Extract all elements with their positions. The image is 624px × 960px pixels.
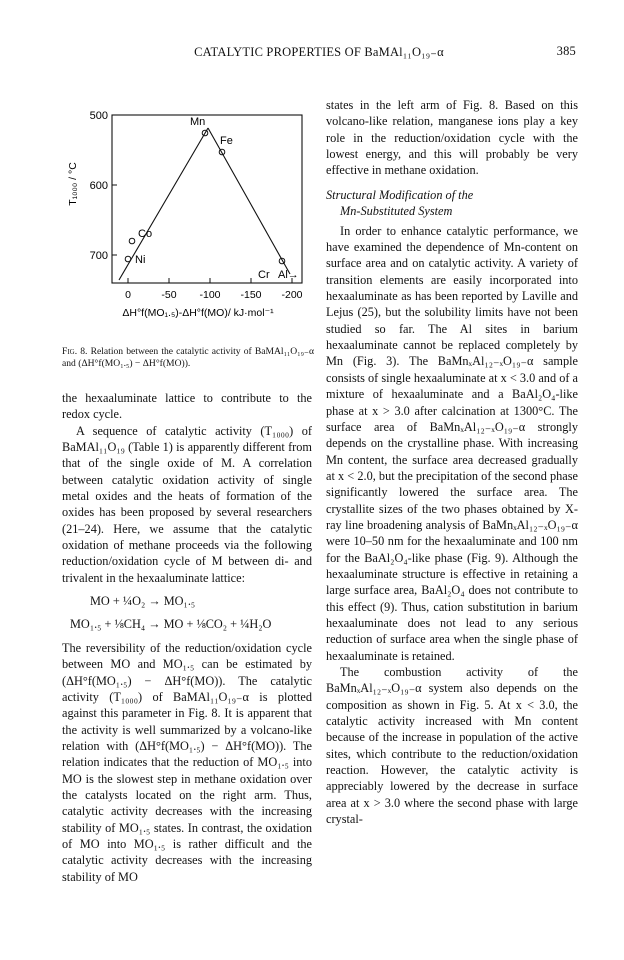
x-tick-label: -150 <box>240 289 262 301</box>
right-column <box>326 97 578 827</box>
page-number: 385 <box>556 44 576 58</box>
section-heading-line-2: Mn-Substituted System <box>340 203 453 218</box>
figure-8 <box>62 92 314 342</box>
equation-reduction: MO₁.₅ + ⅛CH₄ → MO + ⅛CO₂ + ¼H₂O <box>70 617 272 632</box>
y-tick-label: 500 <box>89 110 108 122</box>
caption-text: Relation between the catalytic activity of BaMAl₁₁O₁₉₋α and (ΔH°f(MO₁.₅) − ΔH°f(MO)). <box>62 346 315 369</box>
figure-caption <box>62 346 314 370</box>
data-point-co <box>129 238 135 244</box>
paragraph: A sequence of catalytic activity (T₁₀₀₀) of BaMAl₁₁O₁₉ (Table 1) is apparently different from that of the single oxide of M. A correlation between catalytic oxidation activity of single metal oxides and the heats of formation of the oxides has been proposed by several researchers (21–24). Here, we assume that the catalytic oxidation of methane proceeds via the following reduction/oxidation cycle of M between di- and trivalent in the hexaaluminate lattice: <box>62 423 312 585</box>
section-heading <box>326 187 578 219</box>
x-axis-label: ΔH°f(MO₁.₅)-ΔH°f(MO)/ kJ·mol⁻¹ <box>122 307 274 319</box>
point-label-co: Co <box>138 228 153 240</box>
equation-oxidation: MO + ¼O₂ → MO₁.₅ <box>90 594 196 609</box>
point-label-al: Al→ <box>278 269 299 281</box>
figure-label: Fig. 8. <box>62 346 88 357</box>
point-label-cr: Cr <box>258 269 270 281</box>
point-label-mn: Mn <box>190 116 206 128</box>
section-heading-line-1: Structural Modification of the <box>326 187 474 202</box>
x-tick-label: -200 <box>281 289 303 301</box>
paragraph: the hexaaluminate lattice to contribute to the redox cycle. <box>62 391 312 422</box>
paragraph: states in the left arm of Fig. 8. Based on this volcano-like relation, manganese ions play a key role in the reduction/oxidation cycle with the lowest energy, and this will probably be very effective in methane oxidation. <box>326 98 578 178</box>
x-tick-label: -100 <box>199 289 221 301</box>
paragraph: The combustion activity of the BaMnₓAl₁₂₋ₓO₁₉₋α system also depends on the composition as shown in Fig. 5. At x < 3.0, the catalytic activity increased with Mn content because of the increase in population of the active sites, which contribute to the reduction/oxidation reaction. However, the catalytic activity is appreciably lowered by the decrease in surface area at x > 3.0 where the second phase with large crystal- <box>326 665 578 827</box>
point-label-fe: Fe <box>220 135 233 147</box>
paragraph: The reversibility of the reduction/oxidation cycle between MO and MO₁.₅ can be estimated by (ΔH°f(MO₁.₅) − ΔH°f(MO)). The catalytic activity (T₁₀₀₀) of BaMAl₁₁O₁₉₋α is plotted against this parameter in Fig. 8. It is apparent that the activity is well summarized by a volcano-like relation with (ΔH°f(MO₁.₅) − ΔH°f(MO)). The relation indicates that the reduction of MO₁.₅ into MO is the slowest step in methane oxidation over the catalysts located on the right arm. Thus, catalytic activity decreases with the increasing stability of MO₁.₅ states. In contrast, the oxidation of MO into MO₁.₅ is rather difficult and the catalytic activity decreases with the increasing stability of MO <box>62 640 312 884</box>
left-column <box>62 390 312 885</box>
y-tick-label: 700 <box>89 250 108 262</box>
running-header <box>62 44 576 62</box>
running-title: CATALYTIC PROPERTIES OF BaMAl₁₁O₁₉₋α <box>194 45 444 59</box>
paragraph: In order to enhance catalytic performance, we have examined the dependence of Mn-content on surface area and on catalytic activity. A variety of transition elements are easily incorporated into hexaaluminate as has been reported by Laville and Lejus (25), but the solubility limits have not been studied so far. The Al sites in barium hexaaluminate cannot be replaced completely by Mn (Fig. 3). The BaMnₓAl₁₂₋ₓO₁₉₋α sample consists of single hexaaluminate at x < 3.0 and of a mixture of hexaaluminate and a BaAl₂O₄-like phase at x > 3.0 after calcination at 1300°C. The surface area of BaMnₓAl₁₂₋ₓO₁₉₋α strongly depends on the crystalline phase. With increasing Mn content, the surface area decreased gradually at x < 2.0, but the precipitation of the second phase significantly lowered the surface area. The crystallite sizes of the two phases obtained by X-ray line broadening analysis of BaMnₓAl₁₂₋ₓO₁₉₋α were 10–50 nm for the hexaaluminate and 100 nm for the BaAl₂O₄-like phase (Fig. 9). Although the hexaaluminate structure is effective in retaining a large surface area, BaAl₂O₄ does not contribute to this effect (9). Thus, cation substitution in barium hexaaluminate does not lead to any serious reduction of surface area when the single phase of hexaaluminate is retained. <box>326 223 578 663</box>
x-tick-label: 0 <box>125 289 131 301</box>
volcano-plot <box>62 92 314 342</box>
volcano-left-arm <box>119 128 208 280</box>
x-tick-label: -50 <box>161 289 177 301</box>
y-axis-label: T₁₀₀₀ / °C <box>67 162 79 206</box>
y-tick-label: 600 <box>89 180 108 192</box>
data-point-ni <box>125 256 131 262</box>
point-label-ni: Ni <box>135 254 146 266</box>
